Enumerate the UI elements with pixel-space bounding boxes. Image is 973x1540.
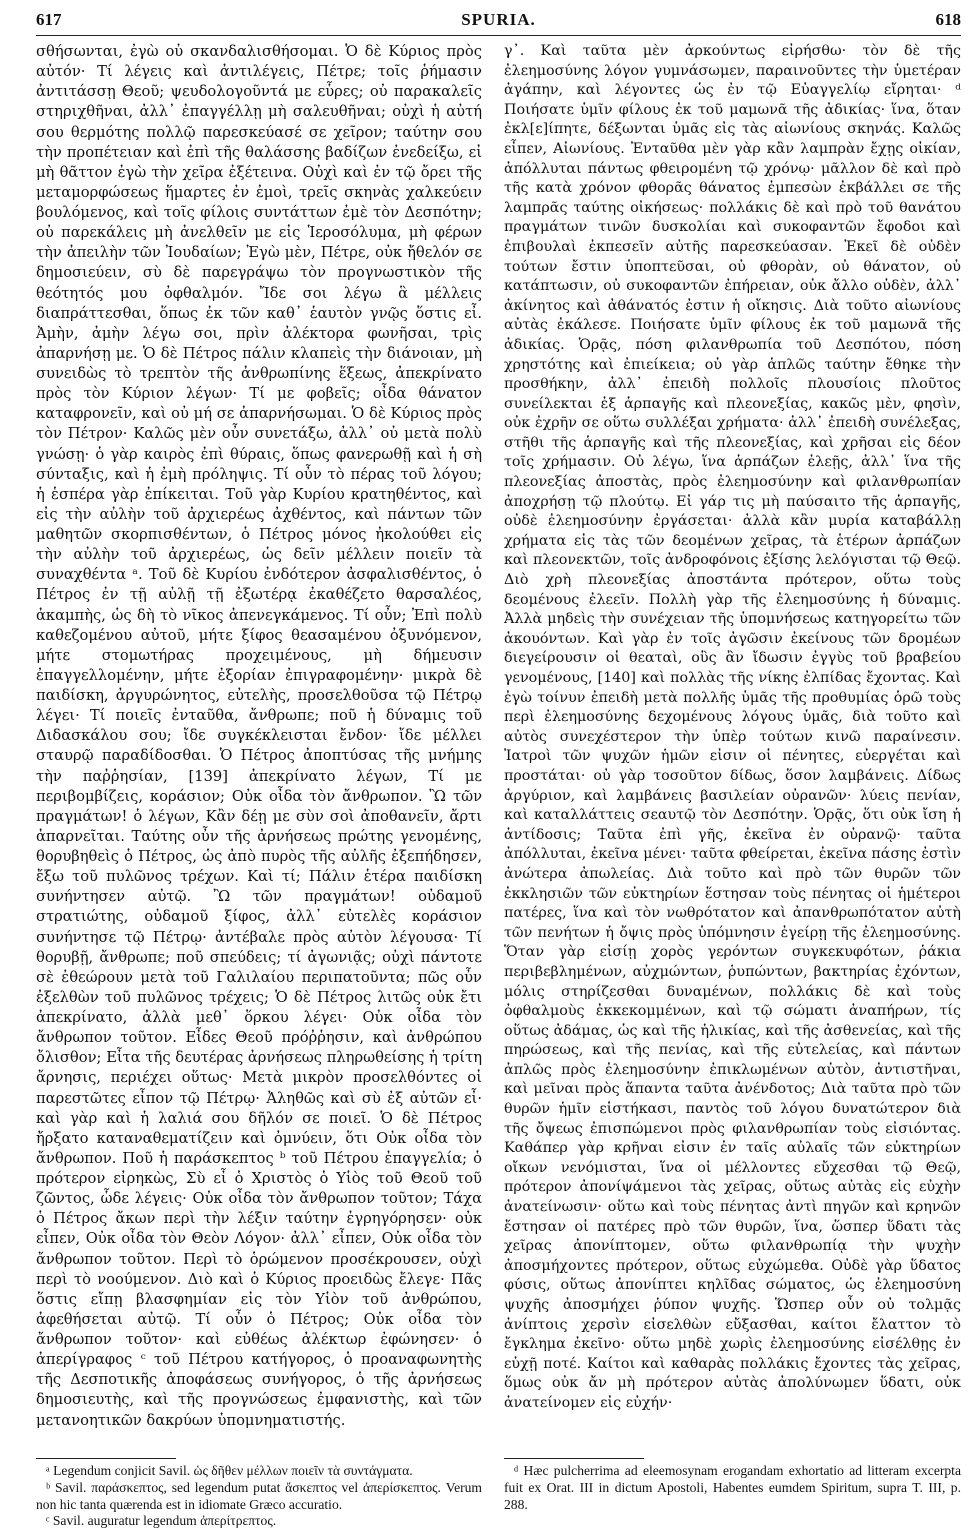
footnote-separator bbox=[504, 1458, 644, 1459]
footnote-b: ᵇ Savil. παράσκεπτος, sed legendum putat ἄσκεπτος vel ἀπερίσκεπτος. Verum non hic tanta quærenda est in idiomate Græco accuratio. bbox=[36, 1479, 482, 1512]
header-rule bbox=[36, 35, 961, 36]
footnotes-right bbox=[504, 1458, 961, 1513]
footnote-a: ᵃ Legendum conjicit Savil. ὡς δῆθεν μέλλων ποιεῖν τὰ συντάγματα. bbox=[46, 1463, 413, 1478]
right-column bbox=[504, 42, 961, 1414]
footnote-separator bbox=[36, 1458, 176, 1459]
footnote-d: ᵈ Hæc pulcherrima ad eleemosynam erogandam exhortatio ad litteram excerpta fuit ex Orat. III in dictum Apostoli, Habentes eumdem Spiritum, supra T. III, p. 288. bbox=[504, 1463, 961, 1512]
left-column bbox=[36, 42, 482, 1431]
left-column-text: σθήσωνται, ἐγὼ οὐ σκανδαλισθήσομαι. Ὁ δὲ Κύριος πρὸς αὐτόν· Τί λέγεις καὶ ἀντιλέγεις, Πέτρε; τοῖς ῥήμασιν ἀντιτάσσῃ Θεοῦ; ψευδολογοῦντά με εὗρες; οὐ παρακαλεῖς στηριχθῆναι, ἀλλ᾽ ἐπαγγέλλῃ μὴ σαλευθῆναι; οὐχὶ ἡ αὐτή σου θερμότης πολλῷ παρεσκεύασέ σε χεῖρον; ταύτην σου τὴν προπέτειαν καὶ ἐπὶ τῆς θαλάσσης βαδίζων ἐνεδείξω, εἰ μὴ θᾶττον ἐγὼ τὴν χεῖρα ἐξέτεινα. Οὐχὶ καὶ ἐν τῷ ὄρει τῆς μεταμορφώσεως ἥμαρτες ἐν ἐμοὶ, τρεῖς σκηνὰς χαλκεύειν βουλόμενος, καὶ τοῖς φίλοις συντάττων ἐμὲ τὸν Δεσπότην; οὐ παρεκάλεις μὴ ἀνελθεῖν με εἰς Ἱεροσόλυμα, μὴ φέρων τὴν ἀπειλὴν τῶν Ἰουδαίων; Ἐγὼ μὲν, Πέτρε, οὐκ ἤθελόν σε δημοσιεύειν, σὺ δὲ παρεγράψω τὸν προγνωστικὸν τῆς θεότητός μου ὀφθαλμόν. Ἴδε σοι λέγω ἃ μέλλεις διαπράττεσθαι, ὅπως ἐκ τῶν καθ᾽ ἑαυτὸν γνῷς ὅστις εἶ. Ἀμὴν, ἀμὴν λέγω σοι, πρὶν ἀλέκτορα φωνῆσαι, τρὶς ἀπαρνήσῃ με. Ὁ δὲ Πέτρος πάλιν κλαπεὶς τὴν διάνοιαν, μὴ συνειδὼς τὸ τρεπτὸν τῆς ἀνθρωπίνης ἕξεως, ἀπεκρίνατο πρὸς τὸν Κύριον λέγων· Τί με φοβεῖς; οἶδα θάνατον καταφρονεῖν, καὶ οὐ μή σε ἀπαρνήσωμαι. Ὁ δὲ Κύριος πρὸς τὸν Πέτρον· Καλῶς μὲν οὖν συνετάξω, ἀλλ᾽ οὐ μετὰ πολὺ γνώσῃ· ὁ γὰρ καιρὸς ἐπὶ θύραις, ὅπως φανερωθῇ καὶ ἡ σὴ σύνταξις, καὶ ἡ ἐμὴ πρόληψις. Τί οὖν τὸ πέρας τοῦ λόγου; ἡ ἑσπέρα γὰρ ἐπίκειται. Τοῦ γὰρ Κυρίου κρατηθέντος, καὶ εἰς τὴν αὐλὴν τοῦ ἀρχιερέως ἀχθέντος, καὶ πάντων τῶν μαθητῶν σκορπισθέντων, ὁ Πέτρος μόνος ἠκολούθει εἰς τὴν αὐλὴν τοῦ ἀρχιερέως, ὡς δεῖν μέλλειν ποιεῖν τὰ συναχθέντα ᵃ. Τοῦ δὲ Κυρίου ἐνδότερον ἀσφαλισθέντος, ὁ Πέτρος ἐν τῇ αὐλῇ τῇ ἐξωτέρᾳ ἐκαθέζετο θαρσαλέος, ἀκαμπὴς, ὡς δὴ τὸ νῖκος ἀπενεγκάμενος. Τί οὖν; Ἐπὶ πολὺ καθεζομένου αὐτοῦ, μήτε ξίφος θεασαμένου ὀξυνόμενον, μήτε στομωτήρας προχειμένους, μὴ δήμευσιν ἐπαγγελλομένην, μήτε ἐξορίαν ἐπιγραφομένην· μικρὰ δὲ παιδίσκη, ἀργυρώνητος, εὐτελὴς, προσελθοῦσα τῷ Πέτρῳ λέγει· Τί ποιεῖς ἐνταῦθα, ἄνθρωπε; ποῦ ἡ δύναμις τοῦ Διδασκάλου σου; ἴδε συγκέκλεισται ἔνδον· ἴδε μέλλει σταυρῷ παραδίδοσθαι. Ὁ Πέτρος ἀποπτύσας τῆς μνήμης τὴν παῤῥησίαν, [139] ἀπεκρίνατο λέγων, Τί με περιβομβίζεις, κοράσιον; Οὐκ οἶδα τὸν ἄνθρωπον. Ὢ τῶν πραγμάτων! ὁ λέγων, Κἂν δέῃ με σὺν σοὶ ἀποθανεῖν, ἄρτι ἀπαρνεῖται. Ταύτης οὖν τῆς ἀρνήσεως πρώτης γενομένης, θορυβηθεὶς ὁ Πέτρος, ὡς ἀπὸ πυρὸς τῆς αὐλῆς ἐξεπήδησεν, ἔξω τοῦ πυλῶνος τρέχων. Καὶ τί; Πάλιν ἑτέρα παιδίσκη συνήντησεν αὐτῷ. Ὢ τῶν πραγμάτων! οὐδαμοῦ στρατιώτης, οὐδαμοῦ ξίφος, ἀλλ᾽ εὐτελὲς κοράσιον συνήντησε τῷ Πέτρῳ· ἀντέβαλε πρὸς αὐτὸν λέγουσα· Τί θορυβῇ, ἄνθρωπε; ποῦ σπεύδεις; τί ἀγωνιᾷς; οὐχὶ πάντοτε σὲ ἐθεώρουν μετὰ τοῦ Γαλιλαίου περιπατοῦντα; πῶς οὖν ἐξελθὼν τοῦ πυλῶνος τρέχεις; Ὁ δὲ Πέτρος λιτῶς οὐκ ἔτι ἀπεκρίνατο, ἀλλὰ μεθ᾽ ὅρκου λέγει· Οὐκ οἶδα τὸν ἄνθρωπον τοῦτον. Εἶδες Θεοῦ πρόῤῥησιν, καὶ ἀνθρώπου ὄλισθον; Εἶτα τῆς δευτέρας ἀρνήσεως πληρωθείσης ἡ τρίτη ἄρνησις, περιέχει οὕτως· Μετὰ μικρὸν προσελθόντες οἱ παρεστῶτες εἶπον τῷ Πέτρῳ· Ἀληθῶς καὶ σὺ ἐξ αὐτῶν εἶ· καὶ γὰρ καὶ ἡ λαλιά σου δῆλόν σε ποιεῖ. Ὁ δὲ Πέτρος ἤρξατο καταναθεματίζειν καὶ ὀμνύειν, ὅτι Οὐκ οἶδα τὸν ἄνθρωπον. Ποῦ ἡ παράσκεπτος ᵇ τοῦ Πέτρου ἐπαγγελία; ὁ πρότερον εἰρηκὼς, Σὺ εἶ ὁ Χριστὸς ὁ Υἱὸς τοῦ Θεοῦ τοῦ ζῶντος, ὧδε λέγεις· Οὐκ οἶδα τὸν ἄνθρωπον τοῦτον; Τάχα ὁ Πέτρος ἄκων περὶ τὴν λέξιν ταύτην ἐγρηγόρησεν· οὐκ εἶπεν, Οὐκ οἶδα τὸν Θεὸν Λόγον· ἀλλ᾽ εἶπεν, Οὐκ οἶδα τὸν ἄνθρωπον τοῦτον. Περὶ τὸ ὁρώμενον προσέκρουσεν, οὐχὶ περὶ τὸ νοούμενον. Διὸ καὶ ὁ Κύριος προειδὼς ἔλεγε· Πᾶς ὅστις εἴπῃ βλασφημίαν εἰς τὸν Υἱὸν τοῦ ἀνθρώπου, ἀφεθήσεται αὐτῷ. Τί οὖν ὁ Πέτρος; Οὐκ οἶδα τὸν ἄνθρωπον τοῦτον· καὶ εὐθέως ἀλέκτωρ ἐφώνησεν· ὁ ἀπερίγραφος ᶜ τοῦ Πέτρου κατήγορος, ὁ προαναφωνητὴς τῆς Δεσποτικῆς ἀποφάσεως συνήγορος, ὁ τῆς ἀρνήσεως δημοσιευτὴς, καὶ τῆς προγνώσεως ἐμφανιστὴς, καὶ τῶν μετανοητικῶν δακρύων ὑπομνηματιστής. bbox=[36, 43, 482, 1429]
footnote-c: ᶜ Savil. auguratur legendum ἀπερίτρεπτος. bbox=[46, 1513, 277, 1529]
footnotes-left bbox=[36, 1458, 482, 1530]
right-column-text: γ᾽. Καὶ ταῦτα μὲν ἀρκούντως εἰρήσθω· τὸν δὲ τῆς ἐλεημοσύνης λόγον γυμνάσωμεν, παραινοῦντες τὴν ὑμετέραν ἀγάπην, καὶ λέγοντες ὡς ἐν τῷ Εὐαγγελίῳ εἴρηται· ᵈ Ποιήσατε ὑμῖν φίλους ἐκ τοῦ μαμωνᾶ τῆς ἀδικίας· ἵνα, ὅταν ἐκλ[ε]ίπητε, δέξωνται ὑμᾶς εἰς τὰς αἰωνίους σκηνάς. Καλῶς εἶπεν, Αἰωνίους. Ἐνταῦθα μὲν γὰρ κἂν λαμπρὰν ἔχῃς οἰκίαν, ἀπόλλυται πάντως φθειρομένη τῷ χρόνῳ· μᾶλλον δὲ καὶ πρὸ τῆς κατὰ χρόνον φθορᾶς θάνατος ἐμπεσὼν ἐκβάλλει σε τῆς λαμπρᾶς ταύτης οἰκήσεως· πολλάκις δὲ καὶ πρὸ τοῦ θανάτου πραγμάτων τινῶν δυσκολίαι καὶ συκοφαντῶν ἔφοδοι καὶ ἐπιβουλαὶ ἐκπεσεῖν αὐτῆς παρεσκεύασαν. Ἐκεῖ δὲ οὐδὲν τούτων ἔστιν ὑποπτεῦσαι, οὐ φθορὰν, οὐ θάνατον, οὐ κατάπτωσιν, οὐ συκοφαντῶν ἐπήρειαν, οὐκ ἄλλο οὐδὲν, ἀλλ᾽ ἀκίνητος καὶ ἀθάνατός ἐστιν ἡ οἴκησις. Διὰ τοῦτο αἰωνίους αὐτὰς ἐκάλεσε. Ποιήσατε ὑμῖν φίλους ἐκ τοῦ μαμωνᾶ τῆς ἀδικίας. Ὁρᾷς, πόση φιλανθρωπία τοῦ Δεσπότου, πόση χρηστότης καὶ ἐπιείκεια; οὐ γὰρ ἁπλῶς ταύτην ἔθηκε τὴν προσθήκην, ἀλλ᾽ ἐπειδὴ πολλοῖς πλουσίοις πλοῦτος συνείλεκται ἐξ ἁρπαγῆς καὶ πλεονεξίας, κακῶς μὲν, φησὶν, οὐκ ἐχρῆν σε οὕτω συλλέξαι χρήματα· ἀλλ᾽ ἐπειδὴ συνέλεξας, στῆθι τῆς ἁρπαγῆς καὶ τῆς πλεονεξίας, καὶ χρῆσαι εἰς δέον τοῖς χρήμασιν. Οὐ λέγω, ἵνα ἁρπάζων ἐλεῇς, ἀλλ᾽ ἵνα τῆς πλεονεξίας ἀποστὰς, πρὸς ἐλεημοσύνην καὶ φιλανθρωπίαν ἀποχρήσῃ τῷ πλούτῳ. Εἰ γάρ τις μὴ παύσαιτο τῆς ἁρπαγῆς, οὐδὲ ἐλεημοσύνην ἐργάσεται· ἀλλὰ κἂν μυρία καταβάλλῃ χρήματα εἰς τὰς τῶν δεομένων χεῖρας, τὰ ἑτέρων ἁρπάζων καὶ πλεονεκτῶν, τοῖς ἀνδροφόνοις ἐξίσης λελόγισται τῷ Θεῷ. Διὸ χρὴ πλεονεξίας ἀποστάντα πρότερον, οὕτω τοὺς δεομένους ἐλεεῖν. Πολλὴ γὰρ τῆς ἐλεημοσύνης ἡ δύναμις. Ἀλλὰ μηδεὶς τὴν συνέχειαν τῆς ὑπομνήσεως κατηγορείτω τῶν ἀκουόντων. Καὶ γὰρ ἐν τοῖς ἀγῶσιν ἐκείνους τῶν δρομέων διεγείρουσιν οἱ θεαταὶ, οὓς ἂν ἴδωσιν ἐγγὺς τοῦ βραβείου γενομένους, [140] καὶ πολλὰς τῆς νίκης ἐλπίδας ἔχοντας. Καὶ ἐγὼ τοίνυν ἐπειδὴ μετὰ πολλῆς ὑμᾶς τῆς προθυμίας ὁρῶ τοὺς περὶ ἐλεημοσύνης δεχομένους λόγους ὑμᾶς, διὰ τοῦτο καὶ αὐτὸς συνεχέστερον τὴν ὑπὲρ τούτων κινῶ παραίνεσιν. Ἰατροὶ τῶν ψυχῶν ἡμῶν εἰσιν οἱ πένητες, εὐεργέται καὶ προστάται· οὐ γὰρ τοσοῦτον δίδως, ὅσον λαμβάνεις. Δίδως ἀργύριον, καὶ λαμβάνεις βασιλείαν οὐρανῶν· λύεις πενίαν, καὶ καταλλάττεις σεαυτῷ τὸν Δεσπότην. Ὁρᾷς, ὅτι οὐκ ἴση ἡ ἀντίδοσις; Ταῦτα ἐπὶ γῆς, ἐκεῖνα ἐν οὐρανῷ· ταῦτα ἀπόλλυται, ἐκεῖνα μένει· ταῦτα φθείρεται, ἐκεῖνα πάσης ἐστὶν ἀνώτερα ἀπωλείας. Διὰ τοῦτο καὶ πρὸ τῶν θυρῶν τῶν ἐκκλησιῶν τῶν εὐκτηρίων ἕστησαν τοὺς πένητας οἱ ἡμέτεροι πατέρες, ἵνα καὶ τὸν νωθρότατον καὶ ἀπανθρωπότατον αὐτὴ τῶν πενήτων ἡ ὄψις πρὸς ὑπόμνησιν ἐγείρῃ τῆς ἐλεημοσύνης. Ὅταν γὰρ εἰσίῃ χορὸς γερόντων συγκεκυφότων, ῥάκια περιβεβλημένων, αὐχμώντων, ῥυπώντων, βακτηρίας ἐχόντων, μόλις στηρίζεσθαι δυναμένων, πολλάκις δὲ καὶ τοὺς ὀφθαλμοὺς ἐκκεκομμένων, καὶ τῷ σώματι ἀναπήρων, τίς οὕτως ἀδάμας, ὡς καὶ τῆς ἡλικίας, καὶ τῆς ἀσθενείας, καὶ τῆς πηρώσεως, καὶ τῆς πενίας, καὶ τῆς εὐτελείας, καὶ πάντων ἁπλῶς πρὸς ἐλεημοσύνην ἐπικλωμένων αὐτὸν, ἀντιστῆναι, καὶ μεῖναι πρὸς ἅπαντα ταῦτα ἀνένδοτος; Διὰ ταῦτα πρὸ τῶν θυρῶν ἡμῖν εἱστήκασι, παντὸς τοῦ λόγου δυνατώτερον διὰ τῆς ὄψεως ἐπισπώμενοι πρὸς φιλανθρωπίαν τοὺς εἰσιόντας. Καθάπερ γὰρ κρῆναι εἰσιν ἐν ταῖς αὐλαῖς τῶν εὐκτηρίων οἴκων νενόμισται, ἵνα οἱ μέλλοντες εὔχεσθαι τῷ Θεῷ, πρότερον ἀπονίψάμενοι τὰς χεῖρας, οὕτως αὐτὰς εἰς εὐχὴν ἀνατείνωσιν· οὕτω καὶ τοὺς πένητας ἀντὶ πηγῶν καὶ κρηνῶν ἔστησαν οἱ πατέρες πρὸ τῶν θυρῶν, ἵνα, ὥσπερ ὕδατι τὰς χεῖρας ἀπονίπτομεν, οὕτω φιλανθρωπίᾳ τὴν ψυχὴν ἀποσμήχοντες πρότερον, οὕτως εὐχώμεθα. Οὐδὲ γὰρ ὕδατος φύσις, οὕτως ἀπονίπτει κηλῖδας σώματος, ὡς ἐλεημοσύνη ψυχῆς ἀποσμήχει ῥύπον ψυχῆς. Ὥσπερ οὖν οὐ τολμᾷς ἀνίπτοις χερσὶν εἰσελθὼν εὔξασθαι, καίτοι ἔλαττον τὸ ἔγκλημα ἐκεῖνο· οὕτω μηδὲ χωρὶς ἐλεημοσύνης εἰσέλθῃς ἐν εὐχῇ ποτέ. Καίτοι καὶ καθαρὰς πολλάκις ἔχοντες τὰς χεῖρας, ὅμως οὐκ ἄν μὴ πρότερον αὐτὰς ἀπολύνωμεν ὕδατι, οὐκ ἀνατείνομεν εἰς εὐχήν· bbox=[504, 43, 961, 1411]
page-number-right: 618 bbox=[935, 10, 961, 29]
running-title: SPURIA. bbox=[461, 10, 536, 29]
running-header bbox=[36, 10, 961, 34]
page-number-left: 617 bbox=[36, 10, 62, 29]
